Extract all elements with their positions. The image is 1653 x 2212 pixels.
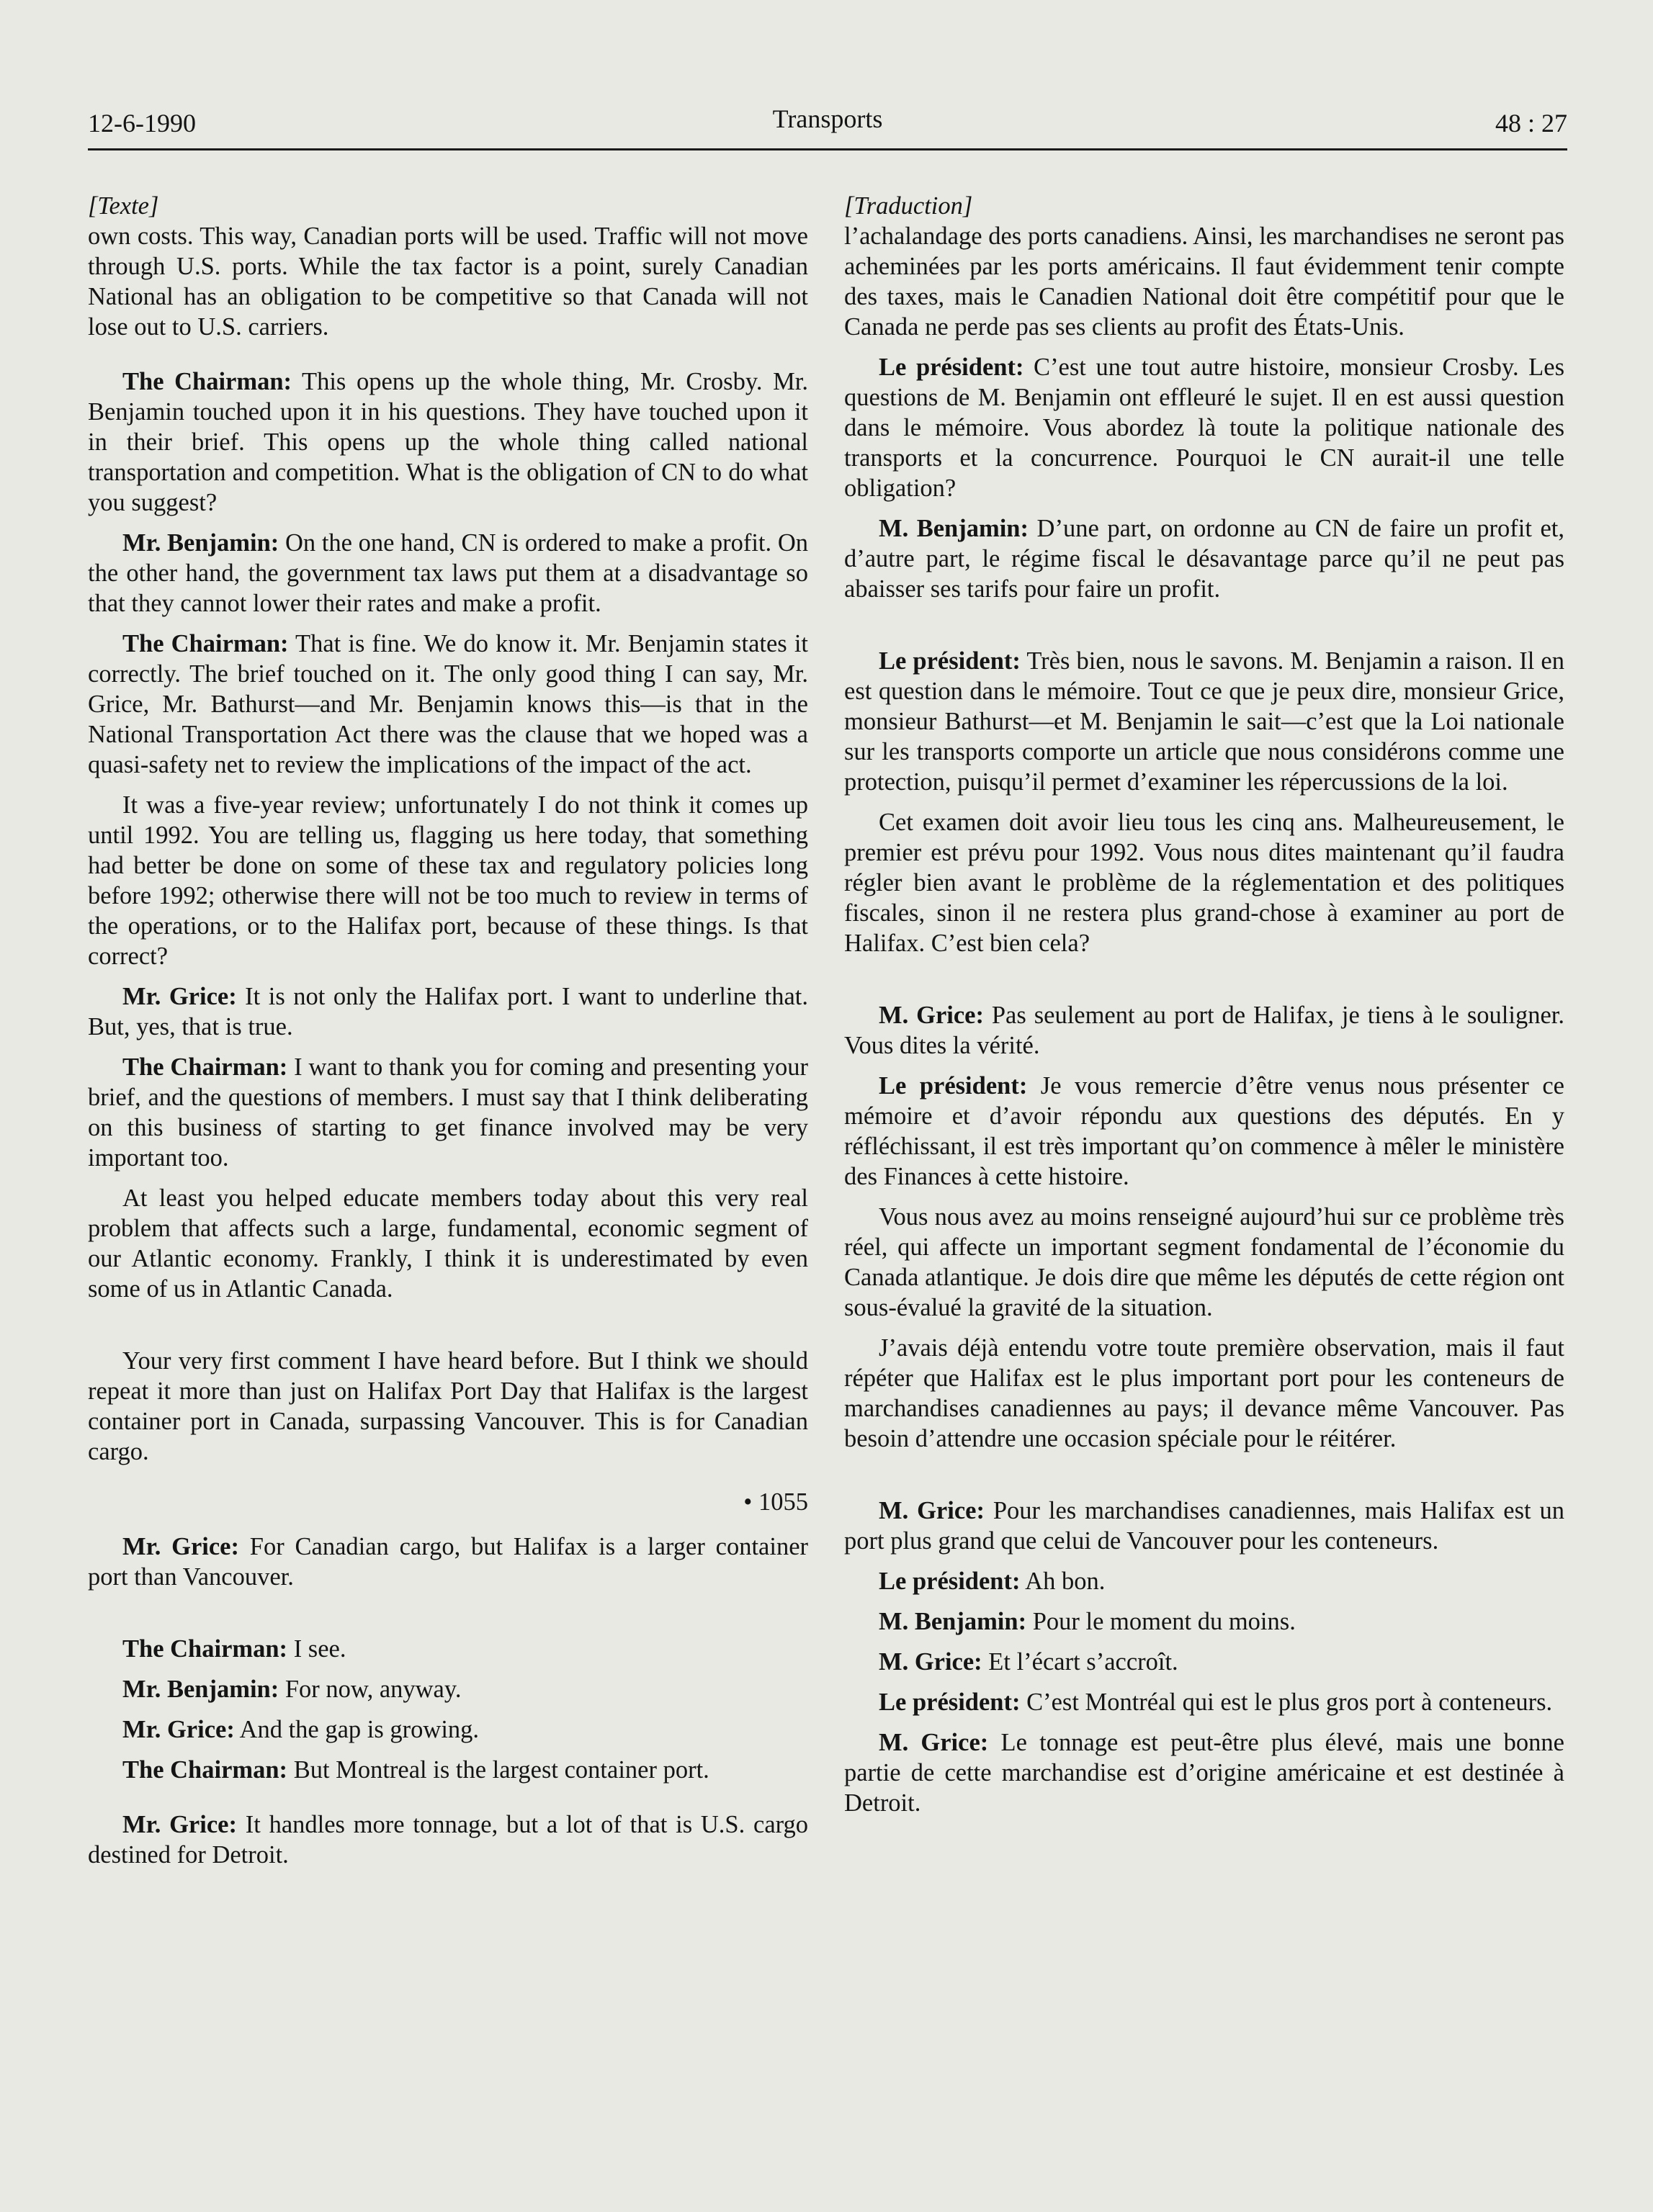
speaker-name: Mr. Benjamin: (122, 529, 279, 557)
speech-text: Et l’écart s’accroît. (982, 1648, 1178, 1676)
speech-text: I see. (287, 1635, 346, 1663)
paragraph (844, 646, 1564, 797)
right-column-french (844, 191, 1564, 1818)
paragraph (88, 528, 808, 619)
paragraph (844, 1566, 1564, 1596)
speech-text: And the gap is growing. (234, 1716, 480, 1743)
speaker-name: The Chairman: (122, 1635, 288, 1663)
paragraph (88, 1809, 808, 1870)
speaker-name: M. Grice: (879, 1729, 989, 1756)
speaker-name: The Chairman: (122, 368, 292, 395)
paragraph (88, 367, 808, 518)
time-marker: • 1055 (743, 1488, 808, 1516)
speech-text: Le tonnage est peut-être plus élevé, mais une bonne partie de cette marchandise est d’origine américaine et est destinée à Detroit. (844, 1729, 1564, 1817)
paragraph (88, 1634, 808, 1664)
paragraph: l’achalandage des ports canadiens. Ainsi, les marchandises ne seront pas acheminées par les ports américains. Il faut évidemment tenir compte des taxes, mais le Canadien National doit être compétitif pour que le Canada ne perde pas ses clients au profit des États-Unis. (844, 222, 1564, 341)
speech-text: C’est Montréal qui est le plus gros port à conteneurs. (1020, 1689, 1553, 1716)
paragraph (844, 1000, 1564, 1061)
speaker-name: Le président: (879, 647, 1021, 675)
speaker-name: Le président: (879, 1072, 1028, 1100)
speech-text: Ah bon. (1020, 1568, 1106, 1595)
speech-text: C’est une tout autre histoire, monsieur Crosby. Les questions de M. Benjamin ont effleuré le sujet. Il en est aussi question dans le mémoire. Vous abordez là toute la politique nationale des transports et la concurrence. Pourquoi le CN aurait-il une telle obligation? (844, 354, 1564, 502)
paragraph (844, 1496, 1564, 1556)
paragraph (844, 1647, 1564, 1677)
speech-text: That is fine. We do know it. Mr. Benjamin states it correctly. The brief touched on it. The only good thing I can say, Mr. Grice, Mr. Bathurst—and Mr. Benjamin knows this—is that in the National Transportation Act there was the clause that we hoped was a quasi-safety net to review the implications of the impact of the act. (88, 630, 808, 778)
speech-text: It handles more tonnage, but a lot of that is U.S. cargo destined for Detroit. (88, 1811, 808, 1869)
paragraph (88, 1674, 808, 1704)
left-column-english (88, 191, 808, 1870)
speaker-name: Mr. Grice: (122, 983, 237, 1010)
speech-text: Pas seulement au port de Halifax, je tiens à le souligner. Vous dites la vérité. (844, 1002, 1564, 1059)
speaker-name: Mr. Benjamin: (122, 1676, 279, 1703)
header-date: 12-6-1990 (88, 109, 196, 138)
paragraph: Your very first comment I have heard before. But I think we should repeat it more than just on Halifax Port Day that Halifax is the largest container port in Canada, surpassing Vancouver. This is for Canadian cargo. (88, 1347, 808, 1465)
paragraph: own costs. This way, Canadian ports will be used. Traffic will not move through U.S. ports. While the tax factor is a point, surely Canadian National has an obligation to be competitive so that Canada will not lose out to U.S. carriers. (88, 222, 808, 341)
speaker-name: The Chairman: (122, 1053, 288, 1081)
speaker-name: M. Grice: (879, 1497, 985, 1524)
speaker-name: Le président: (879, 354, 1024, 381)
speaker-name: The Chairman: (122, 1756, 288, 1784)
paragraph (88, 1714, 808, 1745)
column-label: [Texte] (88, 192, 159, 220)
paragraph (88, 1052, 808, 1173)
speech-text: Pour le moment du moins. (1026, 1608, 1296, 1635)
paragraph (88, 1755, 808, 1785)
paragraph (88, 981, 808, 1042)
speech-text: Je vous remercie d’être venus nous présenter ce mémoire et d’avoir répondu aux questions des députés. En y réfléchissant, il est très important qu’on commence à mêler le ministère des Finances à cette histoire. (844, 1072, 1564, 1190)
speech-text: But Montreal is the largest container port. (287, 1756, 709, 1784)
speaker-name: M. Benjamin: (879, 515, 1029, 542)
speaker-name: M. Grice: (879, 1002, 984, 1029)
paragraph: Cet examen doit avoir lieu tous les cinq ans. Malheureusement, le premier est prévu pour 1992. Vous nous dites maintenant qu’il faudra régler bien avant le problème de la réglementation et des politiques fiscales, sinon il ne restera plus grand-chose à examiner au port de Halifax. C’est bien cela? (844, 809, 1564, 957)
speaker-name: Mr. Grice: (122, 1811, 237, 1838)
speech-text: I want to thank you for coming and presenting your brief, and the questions of members. I must say that I think deliberating on this business of starting to get finance involved may be very important too. (88, 1053, 808, 1172)
paragraph (844, 1727, 1564, 1818)
paragraph: It was a five-year review; unfortunately I do not think it comes up until 1992. You are telling us, flagging us here today, that something had better be done on some of these tax and regulatory policies long before 1992; otherwise there will not be too much to review in terms of the operations, or to the Halifax port, because of these things. Is that correct? (88, 791, 808, 970)
paragraph: At least you helped educate members today about this very real problem that affects such a large, fundamental, economic segment of our Atlantic economy. Frankly, I think it is underestimated by even some of us in Atlantic Canada. (88, 1184, 808, 1303)
paragraph (844, 513, 1564, 604)
speech-text: For now, anyway. (279, 1676, 462, 1703)
speech-text: This opens up the whole thing, Mr. Crosby. Mr. Benjamin touched upon it in his questions. They have touched upon it in their brief. This opens up the whole thing called national transportation and competition. What is the obligation of CN to do what you suggest? (88, 368, 808, 516)
speaker-name: Le président: (879, 1568, 1021, 1595)
paragraph (88, 1532, 808, 1592)
speech-text: Très bien, nous le savons. M. Benjamin a raison. Il en est question dans le mémoire. Tout ce que je peux dire, monsieur Grice, monsieur Bathurst—et M. Benjamin le sait—c’est que la Loi nationale sur les transports comporte un article que nous considérons comme une protection, puisqu’il permet d’examiner les répercussions de la loi. (844, 647, 1564, 796)
speaker-name: M. Benjamin: (879, 1608, 1027, 1635)
header-title: Transports (772, 104, 883, 133)
paragraph (844, 352, 1564, 503)
speaker-name: Mr. Grice: (122, 1716, 235, 1743)
speaker-name: Mr. Grice: (122, 1533, 239, 1560)
paragraph (844, 1687, 1564, 1717)
speaker-name: The Chairman: (122, 630, 289, 657)
column-label: [Traduction] (844, 192, 973, 220)
header-page-number: 48 : 27 (1495, 109, 1567, 138)
speech-text: It is not only the Halifax port. I want to underline that. But, yes, that is true. (88, 983, 808, 1040)
page-header (88, 101, 1567, 150)
paragraph: J’avais déjà entendu votre toute première observation, mais il faut répéter que Halifax est le plus important port pour les conteneurs de marchandises canadiennes au pays; il devance même Vancouver. Pas besoin d’attendre une occasion spéciale pour le réitérer. (844, 1334, 1564, 1452)
speaker-name: Le président: (879, 1689, 1021, 1716)
speech-text: For Canadian cargo, but Halifax is a larger container port than Vancouver. (88, 1533, 808, 1591)
paragraph (844, 1606, 1564, 1637)
speech-text: D’une part, on ordonne au CN de faire un profit et, d’autre part, le régime fiscal le désavantage parce qu’il ne peut pas abaisser ses tarifs pour faire un profit. (844, 515, 1564, 603)
paragraph (88, 629, 808, 780)
paragraph: Vous nous avez au moins renseigné aujourd’hui sur ce problème très réel, qui affecte un important segment fondamental de l’économie du Canada atlantique. Je dois dire que même les députés de cette région ont sous-évalué la gravité de la situation. (844, 1203, 1564, 1321)
paragraph (844, 1071, 1564, 1192)
speech-text: Pour les marchandises canadiennes, mais Halifax est un port plus grand que celui de Vancouver pour les conteneurs. (844, 1497, 1564, 1555)
speaker-name: M. Grice: (879, 1648, 982, 1676)
speech-text: On the one hand, CN is ordered to make a profit. On the other hand, the government tax laws put them at a disadvantage so that they cannot lower their rates and make a profit. (88, 529, 808, 617)
